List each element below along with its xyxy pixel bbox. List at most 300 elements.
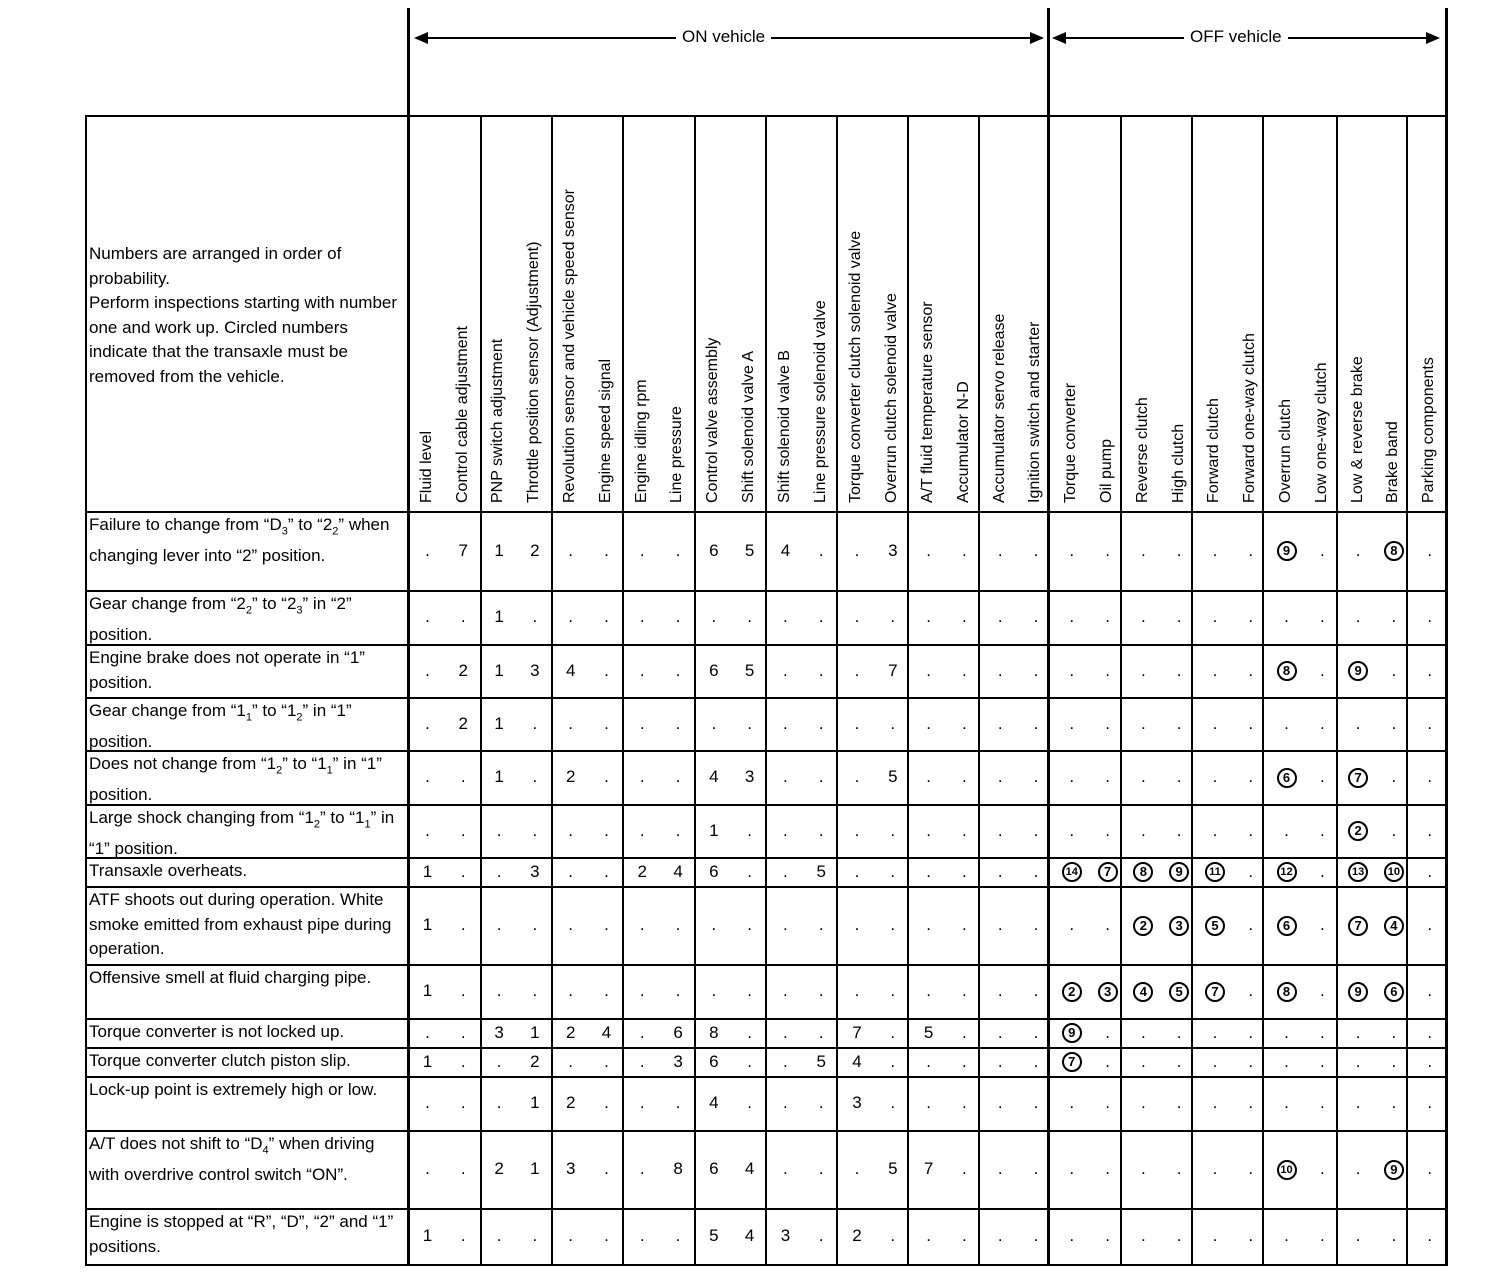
circled-number: 14 <box>1062 862 1082 882</box>
table-cell: 3 <box>530 861 540 881</box>
table-cell: . <box>747 915 752 934</box>
table-cell: . <box>1105 607 1110 626</box>
table-cell: . <box>890 1022 896 1042</box>
group-separator <box>907 115 909 1264</box>
circled-number: 9 <box>1277 541 1297 561</box>
circled-number: 2 <box>1133 916 1153 936</box>
off-vehicle-arrow-right-icon <box>1426 32 1440 44</box>
table-cell: . <box>1248 540 1254 560</box>
table-cell: 5 <box>709 1226 719 1245</box>
table-cell: . <box>997 713 1003 733</box>
circled-number: 8 <box>1277 982 1297 1002</box>
table-cell: . <box>854 540 860 560</box>
table-cell: . <box>783 713 788 733</box>
table-cell: . <box>818 820 824 840</box>
table-cell: . <box>675 660 681 680</box>
table-cell: . <box>1069 1159 1075 1178</box>
table-cell: . <box>1248 1159 1254 1178</box>
table-cell: . <box>1427 915 1433 934</box>
table-cell: . <box>639 607 645 626</box>
table-cell: . <box>1176 1093 1182 1112</box>
table-cell: . <box>460 915 466 934</box>
table-cell: . <box>926 1051 931 1071</box>
table-cell: . <box>1176 607 1182 626</box>
group-separator <box>978 115 980 1264</box>
table-cell: . <box>1319 767 1325 786</box>
table-cell: 3 <box>780 1226 791 1245</box>
column-header: High clutch <box>1169 423 1187 503</box>
table-cell: . <box>890 713 896 733</box>
table-cell: . <box>1212 660 1218 680</box>
table-cell: . <box>926 660 931 680</box>
table-cell: . <box>1140 660 1146 680</box>
table-cell: . <box>460 861 466 881</box>
table-cell: . <box>926 981 931 1000</box>
table-cell: . <box>1033 713 1039 733</box>
table-cell: . <box>1248 1022 1254 1042</box>
table-cell <box>1054 1052 1089 1073</box>
table-cell: . <box>639 713 645 733</box>
group-separator <box>1262 115 1264 1264</box>
row-symptom-label: Gear change from “$1_1$” to “$1_2$” in “1” position. <box>89 701 352 751</box>
table-cell: . <box>1355 1159 1361 1178</box>
table-cell: . <box>1212 1093 1218 1112</box>
column-header: Overrun clutch solenoid valve <box>883 293 901 503</box>
table-cell <box>1376 541 1411 562</box>
table-cell: . <box>425 1159 430 1178</box>
table-cell: . <box>890 981 896 1000</box>
column-header: Low & reverse brake <box>1348 356 1366 503</box>
circled-number: 4 <box>1384 916 1404 936</box>
table-cell <box>1376 981 1411 1002</box>
column-header: PNP switch adjustment <box>489 338 507 503</box>
table-cell: . <box>1033 820 1039 840</box>
table-cell: . <box>568 915 574 934</box>
table-cell: . <box>639 1051 645 1071</box>
table-cell: . <box>890 1093 896 1112</box>
table-cell: 6 <box>709 1159 719 1178</box>
table-cell <box>1341 821 1376 842</box>
circled-number: 7 <box>1348 768 1368 788</box>
table-cell: . <box>1105 1022 1110 1042</box>
table-cell: . <box>1248 820 1254 840</box>
table-cell: . <box>818 1022 824 1042</box>
table-cell: . <box>532 981 538 1000</box>
table-cell: . <box>1140 820 1146 840</box>
table-cell: . <box>1391 1093 1397 1112</box>
table-cell <box>1126 862 1161 883</box>
table-cell: . <box>1105 915 1110 934</box>
table-cell <box>1269 1159 1304 1180</box>
column-header: A/T fluid temperature sensor <box>919 301 936 503</box>
table-cell: 1 <box>494 713 504 733</box>
column-header: Torque converter <box>1062 382 1080 503</box>
table-cell: . <box>783 1093 788 1112</box>
table-cell: . <box>997 1051 1003 1071</box>
table-cell: . <box>604 1093 609 1112</box>
table-cell: . <box>997 861 1003 881</box>
table-cell: 4 <box>565 660 576 680</box>
table-cell: 2 <box>530 1051 540 1071</box>
table-cell: . <box>926 607 931 626</box>
circled-number: 8 <box>1133 862 1153 882</box>
table-cell: . <box>1355 607 1361 626</box>
table-cell: . <box>675 1093 681 1112</box>
table-cell: . <box>747 713 752 733</box>
table-cell: . <box>1033 1022 1039 1042</box>
table-cell: . <box>1319 660 1325 680</box>
table-cell: . <box>1427 820 1433 840</box>
circled-number: 2 <box>1348 821 1368 841</box>
table-cell: . <box>783 861 788 881</box>
table-cell: . <box>1427 1226 1433 1245</box>
table-cell: . <box>425 1093 430 1112</box>
table-cell: . <box>962 1226 967 1245</box>
group-separator <box>1336 115 1338 1264</box>
table-cell: 2 <box>637 861 647 881</box>
table-cell: . <box>854 660 860 680</box>
table-cell: 3 <box>565 1159 576 1178</box>
circled-number: 7 <box>1205 982 1225 1002</box>
table-cell: . <box>604 861 609 881</box>
table-cell: . <box>1355 1093 1361 1112</box>
column-header: Control cable adjustment <box>453 326 471 503</box>
table-cell: 4 <box>852 1051 862 1071</box>
table-cell: . <box>1248 660 1254 680</box>
table-cell: . <box>496 1093 502 1112</box>
table-cell: . <box>568 820 574 840</box>
table-cell: . <box>1033 660 1039 680</box>
table-cell: . <box>890 915 896 934</box>
table-cell: . <box>1284 607 1289 626</box>
circled-number: 7 <box>1062 1052 1082 1072</box>
table-cell: . <box>1069 1093 1075 1112</box>
column-header: Forward one-way clutch <box>1241 333 1259 503</box>
circled-number: 6 <box>1277 768 1297 788</box>
table-cell: 2 <box>565 1093 576 1112</box>
table-cell: . <box>460 1022 466 1042</box>
table-cell: . <box>1033 1226 1039 1245</box>
table-cell: . <box>1248 1226 1254 1245</box>
table-cell: . <box>1033 915 1039 934</box>
table-cell: . <box>962 660 967 680</box>
column-header: Fluid level <box>417 430 435 503</box>
table-cell: . <box>1391 660 1397 680</box>
table-cell: . <box>1212 607 1218 626</box>
table-cell: . <box>747 820 752 840</box>
table-cell: . <box>783 607 788 626</box>
table-cell: . <box>1391 1226 1397 1245</box>
row-symptom-label: Failure to change from “$D_3$” to “$2_2$” when changing lever into “2” position. <box>89 515 390 565</box>
table-cell: . <box>1033 861 1039 881</box>
table-cell: . <box>425 767 430 786</box>
table-cell: 6 <box>709 861 719 881</box>
table-cell: 1 <box>494 607 504 626</box>
table-cell: . <box>962 1159 967 1178</box>
table-cell: . <box>604 660 609 680</box>
circled-number: 10 <box>1277 1160 1297 1180</box>
table-cell: . <box>1033 540 1039 560</box>
table-cell: . <box>1284 1226 1289 1245</box>
table-cell: 1 <box>494 540 504 560</box>
table-cell: . <box>1105 540 1110 560</box>
table-cell: . <box>1427 767 1433 786</box>
row-symptom-label: Engine is stopped at “R”, “D”, “2” and “1” positions. <box>89 1212 394 1256</box>
on-vehicle-label: ON vehicle <box>676 27 771 47</box>
table-cell: . <box>926 861 931 881</box>
table-cell: . <box>997 540 1003 560</box>
table-cell: . <box>1319 820 1325 840</box>
table-cell: . <box>425 713 430 733</box>
table-cell: . <box>675 1226 681 1245</box>
column-header: Oil pump <box>1097 438 1115 503</box>
table-cell: 2 <box>458 660 469 680</box>
table-cell: . <box>747 1051 752 1071</box>
circled-number: 3 <box>1169 916 1189 936</box>
table-cell: . <box>1248 915 1254 934</box>
table-cell: . <box>926 1093 931 1112</box>
table-cell: 1 <box>530 1022 540 1042</box>
table-cell <box>1054 1023 1089 1044</box>
table-cell: . <box>1212 1022 1218 1042</box>
table-cell: . <box>890 861 896 881</box>
row-symptom-label: A/T does not shift to “$D_4$” when driving with overdrive control switch “ON”. <box>89 1134 375 1184</box>
table-cell: . <box>1391 607 1397 626</box>
group-separator <box>1191 115 1193 1264</box>
table-cell: . <box>532 1226 538 1245</box>
off-vehicle-label: OFF vehicle <box>1184 27 1288 47</box>
circled-number: 5 <box>1205 916 1225 936</box>
table-cell: . <box>460 820 466 840</box>
table-cell: . <box>1427 861 1433 881</box>
table-cell: 4 <box>709 1093 719 1112</box>
table-cell: . <box>854 915 860 934</box>
table-cell: . <box>460 767 466 786</box>
table-cell: . <box>532 767 538 786</box>
table-cell: . <box>1140 540 1146 560</box>
table-cell: . <box>854 767 860 786</box>
table-cell: . <box>962 607 967 626</box>
group-separator <box>836 115 838 1264</box>
table-cell: . <box>604 713 609 733</box>
table-cell: . <box>675 767 681 786</box>
table-cell: . <box>1319 540 1325 560</box>
table-cell: . <box>639 820 645 840</box>
table-cell: . <box>818 713 824 733</box>
circled-number: 10 <box>1384 862 1404 882</box>
table-cell: . <box>1355 1051 1361 1071</box>
table-cell: . <box>997 1226 1003 1245</box>
table-cell: 6 <box>709 540 719 560</box>
table-cell: . <box>604 820 609 840</box>
table-cell: . <box>818 1226 824 1245</box>
table-cell: 4 <box>673 861 683 881</box>
table-cell: . <box>1140 767 1146 786</box>
table-cell: . <box>604 1051 609 1071</box>
table-cell: . <box>1284 1022 1289 1042</box>
table-cell: . <box>1427 540 1433 560</box>
table-cell: . <box>997 1022 1003 1042</box>
table-cell: . <box>818 540 824 560</box>
table-cell: . <box>1176 820 1182 840</box>
table-cell: . <box>711 607 717 626</box>
table-cell: 3 <box>852 1093 862 1112</box>
table-cell: . <box>604 767 609 786</box>
table-cell <box>1269 661 1304 682</box>
table-cell: . <box>890 1226 896 1245</box>
column-header: Accumulator servo release <box>990 313 1008 503</box>
table-cell: . <box>818 981 824 1000</box>
table-cell: . <box>1176 1022 1182 1042</box>
table-cell: . <box>1319 861 1325 881</box>
table-cell: . <box>1248 1051 1254 1071</box>
table-cell: . <box>1069 1226 1075 1245</box>
table-cell: 5 <box>816 861 826 881</box>
table-cell: 5 <box>816 1051 826 1071</box>
table-cell: . <box>1212 820 1218 840</box>
column-header: Ignition switch and starter <box>1026 321 1044 503</box>
circled-number: 4 <box>1133 982 1153 1002</box>
table-cell <box>1269 862 1304 883</box>
table-cell: . <box>962 981 967 1000</box>
table-cell: . <box>1319 1093 1325 1112</box>
table-cell: . <box>568 540 574 560</box>
row-symptom-label: Torque converter clutch piston slip. <box>89 1051 351 1070</box>
table-cell: . <box>997 660 1003 680</box>
column-header: Engine speed signal <box>596 358 614 503</box>
table-cell: . <box>1033 1093 1039 1112</box>
circled-number: 7 <box>1348 916 1368 936</box>
circled-number: 13 <box>1348 862 1368 882</box>
table-cell: 7 <box>923 1159 934 1178</box>
row-separator <box>85 1264 1448 1266</box>
table-cell: . <box>1355 713 1361 733</box>
table-cell: . <box>1033 767 1039 786</box>
table-cell: . <box>460 1159 466 1178</box>
table-cell: . <box>854 1159 860 1178</box>
table-cell: . <box>1284 1093 1289 1112</box>
table-cell: . <box>1069 767 1075 786</box>
table-cell: . <box>890 820 896 840</box>
table-cell: . <box>1105 1093 1110 1112</box>
table-cell: . <box>1319 1051 1325 1071</box>
table-cell: . <box>1248 607 1254 626</box>
table-cell: . <box>1069 660 1075 680</box>
table-cell: . <box>1069 713 1075 733</box>
table-cell: . <box>1319 1159 1325 1178</box>
table-cell: 1 <box>422 981 433 1000</box>
column-header: Throttle position sensor (Adjustment) <box>525 241 543 503</box>
table-cell <box>1269 915 1304 936</box>
column-header: Accumulator N-D <box>954 381 972 503</box>
table-cell: 6 <box>709 660 719 680</box>
table-cell: . <box>1391 1051 1397 1071</box>
circled-number: 3 <box>1098 982 1118 1002</box>
table-cell: 4 <box>709 767 719 786</box>
table-cell: . <box>1105 820 1110 840</box>
table-cell: 4 <box>744 1159 755 1178</box>
table-cell: . <box>1140 1226 1146 1245</box>
table-cell: . <box>1355 540 1361 560</box>
table-cell: . <box>1140 1051 1146 1071</box>
table-cell: . <box>604 607 609 626</box>
table-cell: 1 <box>709 820 719 840</box>
table-cell: . <box>818 767 824 786</box>
table-cell: . <box>1176 660 1182 680</box>
table-cell: . <box>1355 1226 1361 1245</box>
circled-number: 12 <box>1277 862 1297 882</box>
table-cell: . <box>1391 1022 1397 1042</box>
table-cell: . <box>1355 1022 1361 1042</box>
column-header: Reverse clutch <box>1133 397 1151 503</box>
table-cell: . <box>962 820 967 840</box>
table-cell: . <box>1427 607 1433 626</box>
table-cell: . <box>1319 1226 1325 1245</box>
table-cell: . <box>639 767 645 786</box>
column-header: Line pressure solenoid valve <box>811 300 829 503</box>
table-cell: . <box>747 1022 752 1042</box>
table-cell <box>1162 981 1197 1002</box>
instructions-paragraph: Perform inspections starting with number one and work up. Circled numbers indicate that the transaxle must be removed from the vehicle. <box>89 293 398 386</box>
table-cell: . <box>1427 981 1433 1000</box>
row-symptom-label: Does not change from “$1_2$” to “$1_1$” in “1” position. <box>89 754 382 804</box>
table-cell: . <box>1033 981 1039 1000</box>
table-cell: . <box>1105 1051 1110 1071</box>
table-cell <box>1341 661 1376 682</box>
table-cell: . <box>1033 1051 1039 1071</box>
row-symptom-label: Offensive smell at fluid charging pipe. <box>89 968 372 987</box>
table-cell: . <box>1248 981 1254 1000</box>
table-cell: 3 <box>888 540 898 560</box>
table-cell: . <box>460 1093 466 1112</box>
table-cell: . <box>425 660 430 680</box>
table-cell: . <box>1176 767 1182 786</box>
table-cell: . <box>604 981 609 1000</box>
table-cell: . <box>890 1051 896 1071</box>
circled-number: 6 <box>1277 916 1297 936</box>
table-cell: . <box>460 1226 466 1245</box>
table-cell: . <box>460 981 466 1000</box>
group-separator <box>480 115 482 1264</box>
table-cell <box>1162 862 1197 883</box>
table-cell: . <box>854 607 860 626</box>
column-header: Low one-way clutch <box>1312 362 1330 503</box>
table-cell: . <box>818 607 824 626</box>
table-cell: . <box>1248 861 1254 881</box>
table-cell <box>1269 541 1304 562</box>
table-cell: . <box>1105 767 1110 786</box>
table-cell: . <box>1427 1159 1433 1178</box>
column-header: Torque converter clutch solenoid valve <box>847 230 865 503</box>
table-cell: . <box>783 915 788 934</box>
table-cell: . <box>818 660 824 680</box>
table-cell: . <box>1069 607 1075 626</box>
circled-number: 7 <box>1098 862 1118 882</box>
table-cell: . <box>783 767 788 786</box>
table-cell: 4 <box>780 540 791 560</box>
table-cell: . <box>496 861 502 881</box>
table-cell: . <box>1319 1022 1325 1042</box>
table-cell: . <box>997 820 1003 840</box>
table-cell <box>1126 981 1161 1002</box>
group-separator <box>765 115 767 1264</box>
table-cell <box>1197 981 1232 1002</box>
table-cell: 7 <box>888 660 898 680</box>
table-cell: . <box>568 713 574 733</box>
left-border <box>85 115 87 1266</box>
table-cell: . <box>1391 820 1397 840</box>
table-cell: . <box>962 915 967 934</box>
